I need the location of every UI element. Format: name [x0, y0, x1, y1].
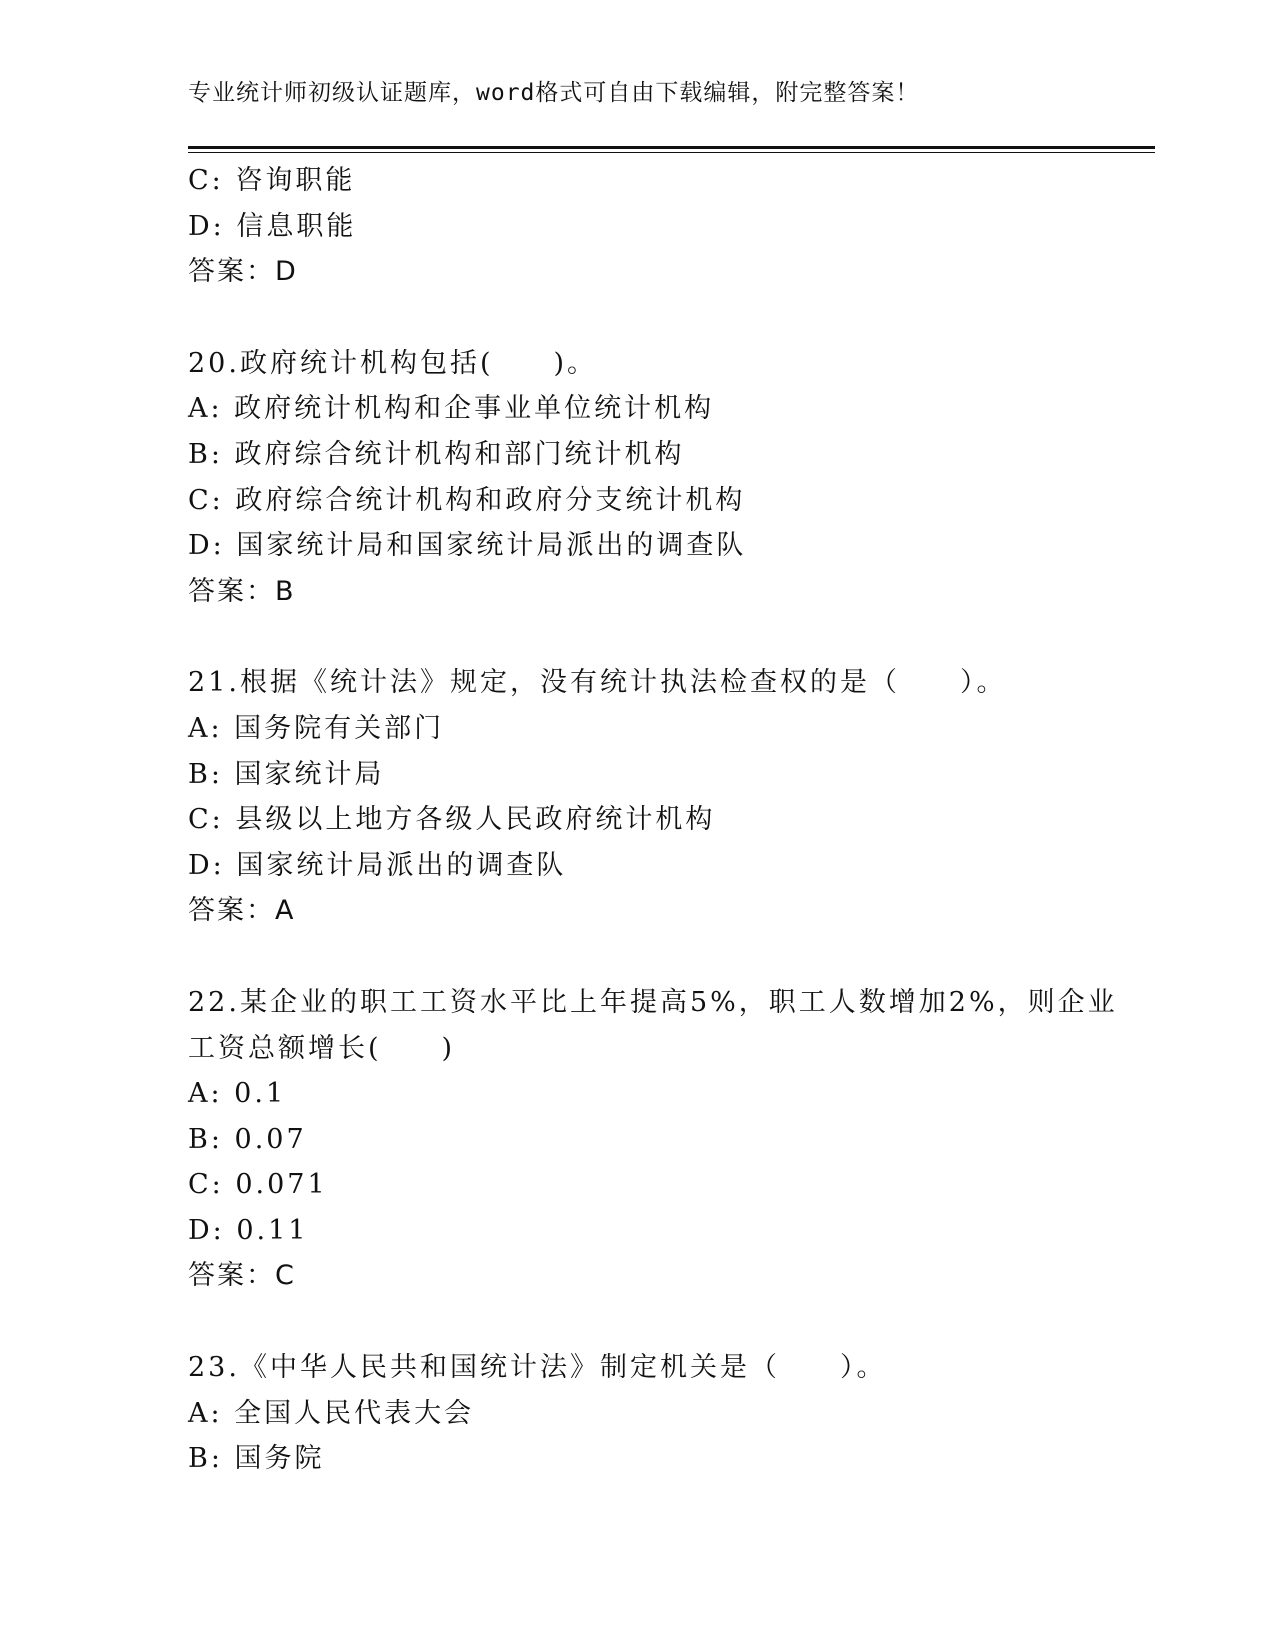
option-a: A: 全国人民代表大会: [188, 1397, 475, 1429]
spacer: [188, 1299, 1108, 1345]
question-text: 21.根据《统计法》规定，没有统计执法检查权的是（ ）。: [188, 667, 1007, 699]
question-text: 20.政府统计机构包括( )。: [188, 347, 598, 379]
option-b: B: 国务院: [188, 1443, 325, 1475]
answer: 答案：A: [188, 895, 296, 927]
question-block: [188, 660, 1108, 934]
option-c: C: 政府综合统计机构和政府分支统计机构: [188, 484, 746, 516]
option-b: B: 政府综合统计机构和部门统计机构: [188, 438, 685, 470]
option-c: C: 咨询职能: [188, 165, 356, 196]
option-a: A: 国务院有关部门: [188, 712, 445, 744]
header-rule: [188, 146, 1155, 149]
option-d: D: 0.11: [188, 1214, 309, 1246]
option-b: B: 0.07: [188, 1123, 307, 1155]
question-block: [188, 341, 1108, 615]
spacer: [188, 614, 1108, 660]
option-c: C: 0.071: [188, 1169, 328, 1201]
option-d: D: 信息职能: [188, 210, 357, 242]
question-block: [188, 980, 1118, 1299]
question-block: [188, 1345, 1108, 1482]
answer: 答案：C: [188, 1260, 296, 1292]
option-b: B: 国家统计局: [188, 758, 385, 790]
option-c: C: 县级以上地方各级人民政府统计机构: [188, 804, 716, 836]
question-text-continued: 工资总额增长( ): [188, 1032, 456, 1064]
page-header: 专业统计师初级认证题库，word格式可自由下载编辑，附完整答案！: [188, 80, 920, 106]
option-d: D: 国家统计局派出的调查队: [188, 849, 567, 881]
answer: 答案：D: [188, 256, 298, 288]
option-a: A: 政府统计机构和企事业单位统计机构: [188, 393, 715, 425]
question-content: [188, 158, 1118, 1482]
question-text: 23.《中华人民共和国统计法》制定机关是（ ）。: [188, 1352, 887, 1384]
answer: 答案：B: [188, 575, 296, 607]
option-d: D: 国家统计局和国家统计局派出的调查队: [188, 530, 747, 562]
question-text: 22.某企业的职工工资水平比上年提高5%，职工人数增加2%，则企业: [188, 986, 1118, 1018]
header-rule-thin: [188, 152, 1155, 153]
spacer: [188, 934, 1108, 980]
option-a: A: 0.1: [188, 1078, 287, 1110]
spacer: [188, 295, 1108, 341]
